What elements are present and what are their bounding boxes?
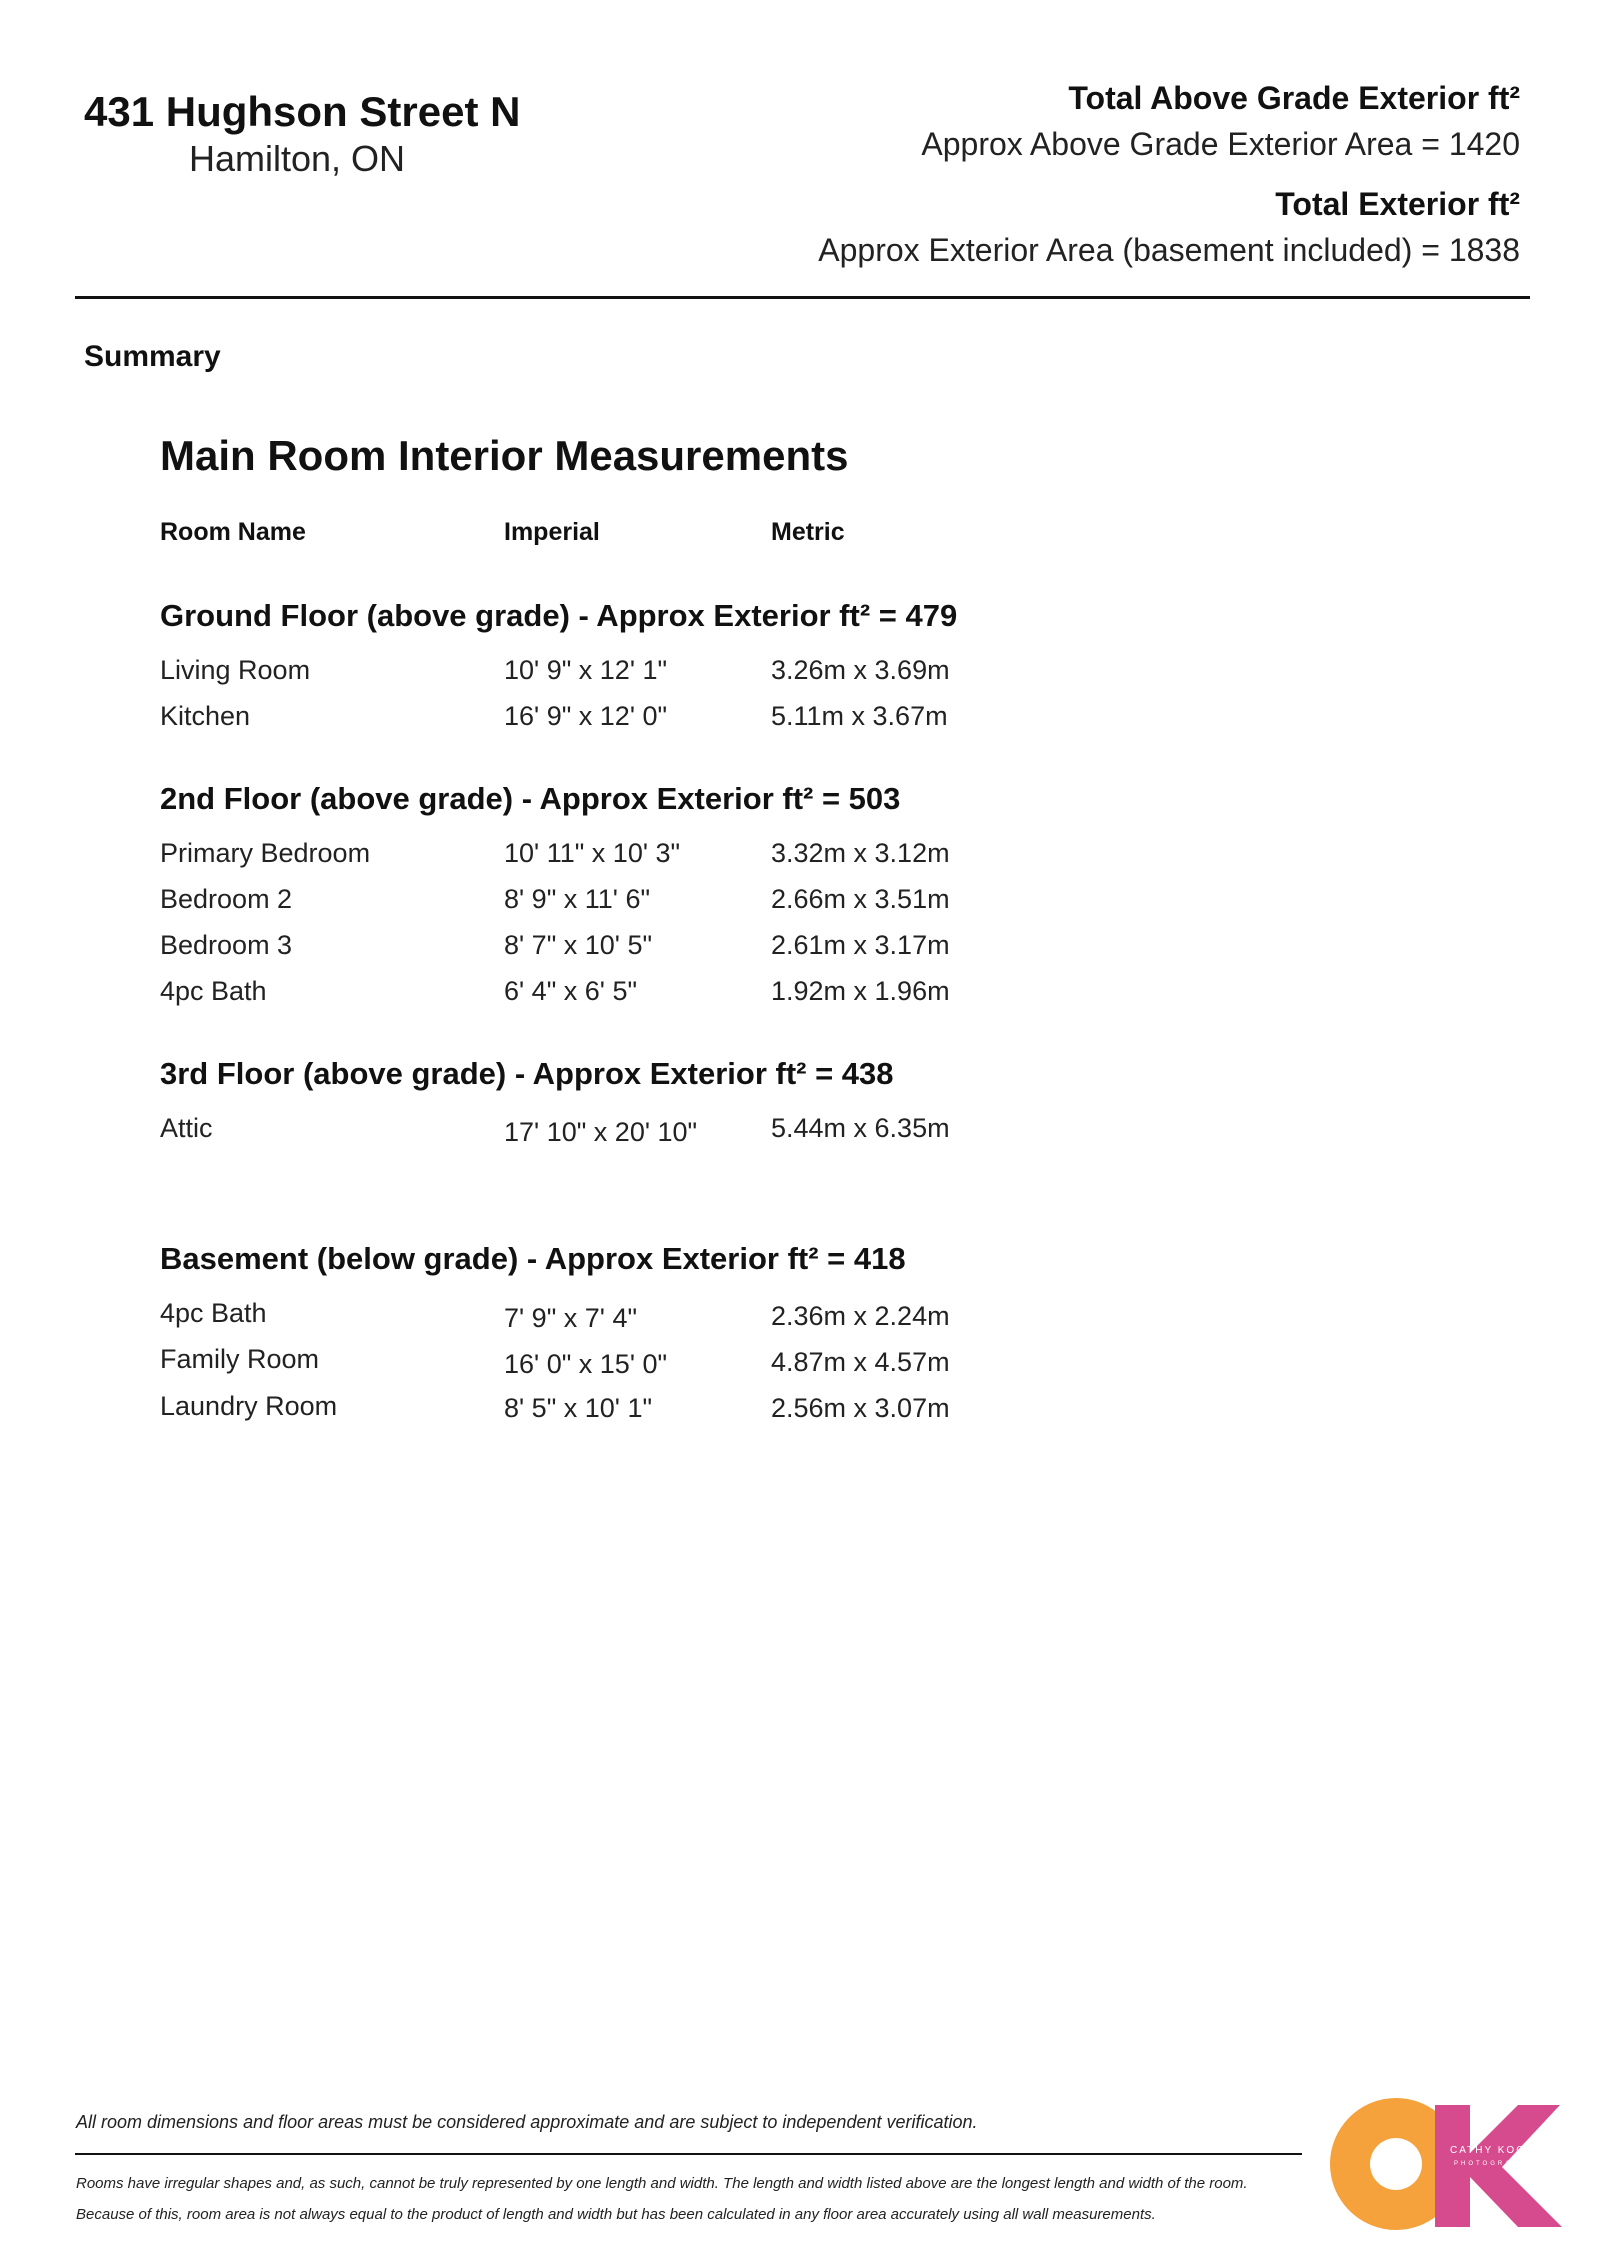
- room-imperial: 8' 9" x 11' 6": [504, 884, 651, 914]
- room-metric: 2.66m x 3.51m: [771, 884, 950, 914]
- above-grade-title: Total Above Grade Exterior ft²: [1068, 80, 1520, 116]
- room-name: 4pc Bath: [160, 1298, 267, 1328]
- column-header-imperial: Imperial: [504, 518, 600, 546]
- room-metric: 3.32m x 3.12m: [771, 838, 950, 868]
- room-name: Bedroom 2: [160, 884, 293, 914]
- room-metric: 2.56m x 3.07m: [771, 1393, 950, 1423]
- total-exterior-title: Total Exterior ft²: [1275, 186, 1520, 222]
- room-imperial: 7' 9" x 7' 4": [504, 1303, 638, 1333]
- room-imperial: 17' 10" x 20' 10": [504, 1117, 698, 1147]
- room-metric: 2.36m x 2.24m: [771, 1301, 950, 1331]
- footnote-line-2: Because of this, room area is not always equal to the product of length and width but has been calculated in any floor area accurately using all wall measurements.: [76, 2206, 1156, 2223]
- address-city: Hamilton, ON: [188, 138, 406, 179]
- room-metric: 5.44m x 6.35m: [771, 1113, 950, 1143]
- room-metric: 5.11m x 3.67m: [771, 701, 948, 731]
- room-imperial: 8' 5" x 10' 1": [504, 1393, 653, 1423]
- logo-tagline: CATHY KOOP: [1450, 2145, 1535, 2156]
- room-name: 4pc Bath: [160, 976, 267, 1006]
- header-divider: [75, 296, 1530, 299]
- room-imperial: 16' 9" x 12' 0": [504, 701, 668, 731]
- footnote-line-1: Rooms have irregular shapes and, as such, cannot be truly represented by one length and width. The length and width listed above are the longest length and width of the room.: [76, 2175, 1248, 2192]
- above-grade-area: Approx Above Grade Exterior Area = 1420: [921, 126, 1520, 162]
- cathy-koop-photography-logo: [1330, 2095, 1570, 2235]
- room-name: Laundry Room: [160, 1391, 338, 1421]
- floor-title-third: 3rd Floor (above grade) - Approx Exterior ft² = 438: [160, 1056, 894, 1091]
- floor-title-basement: Basement (below grade) - Approx Exterior ft² = 418: [160, 1241, 906, 1276]
- room-metric: 4.87m x 4.57m: [771, 1347, 950, 1377]
- room-imperial: 6' 4" x 6' 5": [504, 976, 638, 1006]
- disclaimer: All room dimensions and floor areas must be considered approximate and are subject to independent verification.: [76, 2112, 978, 2132]
- total-exterior-area: Approx Exterior Area (basement included) = 1838: [818, 232, 1520, 268]
- address-street: 431 Hughson Street N: [84, 88, 521, 135]
- room-imperial: 10' 9" x 12' 1": [504, 655, 668, 685]
- room-metric: 2.61m x 3.17m: [771, 930, 950, 960]
- room-imperial: 16' 0" x 15' 0": [504, 1349, 668, 1379]
- room-name: Family Room: [160, 1344, 320, 1374]
- room-imperial: 10' 11" x 10' 3": [504, 838, 681, 868]
- floor-title-ground: Ground Floor (above grade) - Approx Exterior ft² = 479: [160, 598, 958, 633]
- room-name: Primary Bedroom: [160, 838, 371, 868]
- main-title: Main Room Interior Measurements: [160, 432, 849, 479]
- room-name: Living Room: [160, 655, 311, 685]
- room-name: Attic: [160, 1113, 213, 1143]
- logo-subtag: PHOTOGRAPHY: [1454, 2161, 1534, 2167]
- room-imperial: 8' 7" x 10' 5": [504, 930, 653, 960]
- room-metric: 3.26m x 3.69m: [771, 655, 950, 685]
- column-header-room-name: Room Name: [160, 518, 306, 546]
- floor-title-second: 2nd Floor (above grade) - Approx Exterior ft² = 503: [160, 781, 901, 816]
- column-header-metric: Metric: [771, 518, 845, 546]
- room-name: Bedroom 3: [160, 930, 293, 960]
- summary-label: Summary: [84, 340, 221, 373]
- footer-divider: [75, 2153, 1302, 2155]
- room-name: Kitchen: [160, 701, 251, 731]
- room-metric: 1.92m x 1.96m: [771, 976, 950, 1006]
